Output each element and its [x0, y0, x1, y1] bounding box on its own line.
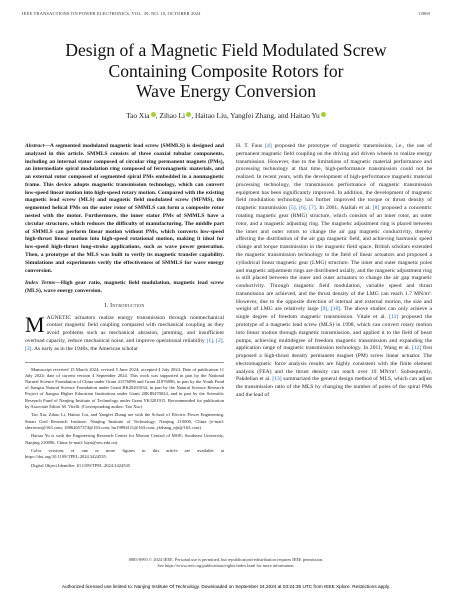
- body-text: proposed a concentric rotating magnetic gear (RMG) structure, which consists of an inner rotor, an outer rotor, and a magnetic adjusting ring. The magnetic adjustment ring is placed between the inner and outer rotors to change the air gap magnetic conductivity, thereby affecting the distribution of the air gap magnetic field, and achieving harmonic speed change and torque transmission in the magnetic field space. British scholars extended the magnetic transmission technology to the field of linear actuators and proposed a cylindrical linear magnetic gear (LMG) structure. The inner and outer magnetic poles and magnetic adjustment rings are distributed axially, and the magnetic adjustment ring is still placed between the inner and outer actuators to change the air gap magnetic conductivity. Through magnetic field modulation, variable speed and thrust transmission are achieved, and the thrust density of the LMG can reach 1.7 MN/m³. However, due to the opposite direction of internal and external motion, the size and weight of LMG are relatively large: [236, 205, 432, 313]
- citation-link[interactable]: [8]: [372, 205, 380, 212]
- author-text: Tao Xia: [126, 111, 150, 120]
- body-text: . In 2001, Atallah et al.: [315, 205, 373, 212]
- body-text: summarized the general design method of MLS, which can adjust the transmission ratio of the MLS by changing the number of poles of the spiral PMs and the lead of: [236, 376, 432, 398]
- copyright-line: See https://www.ieee.org/publications/rights/index.html for more information.: [157, 563, 295, 568]
- abstract-text: —A segmented modulated magnetic lead screw (SMMLS) is designed and analyzed in this article. SMMLS consists of three coaxial tubular components, including an internal stator composed of circular ring permanent magnets (PMs), an intermediate spiral modulation ring composed of ferromagnetic materials, and an external rotor composed of segmented spiral PMs embedded in a nonmagnetic frame. This device adopts magnetic transmission technology, which can convert low-speed linear motion into high-speed rotary motion. Compared with the existing magnetic lead screw (MLS) and magnetic field modulated screw (MFMS), the segmented helical PMs on the outer rotor of SMMLS can form a composite rotor nested with the motor. Furthermore, the inner stator PMs of SMMLS have a circular structure, which reduces the difficulty of manufacturing. The middle part of SMMLS can perform linear motion without PMs, which converts low-speed high-thrust linear motion into high-speed rotational motion, making it ideal for low-speed high-thrust long-stroke applications, such as wave power generation. Then, a prototype of the MLS was built to verify its magnetic transfer capability. Simulations and experiments verify the effectiveness of SMMLS for wave energy conversion.: [25, 143, 224, 274]
- license-footer: Authorized licensed use limited to: Nanjing Institute Of Technology. Downloaded on September 24,2024 at 03:24:35 UTC from IEEE Xplore. Restrictions apply.: [61, 584, 391, 589]
- author-text: , Zihao Li: [155, 111, 186, 120]
- index-terms-lead: Index Terms: [25, 280, 56, 287]
- citation-link[interactable]: [5], [6], [7]: [289, 205, 316, 212]
- abstract: [25, 143, 224, 275]
- citation-link[interactable]: [11]: [389, 314, 399, 321]
- index-terms-text: —High gear ratio, magnetic field modulation, magnetic lead screw (MLS), wave energy conversion.: [25, 280, 225, 295]
- paper-title: [40, 40, 412, 102]
- body-text: first proposed a high-thrust density permanent magnet (PM) screw linear actuator. The electromagnetic force analysis results are highly consistent with the finite element analysis (FEA) and the thrust density can reach over 10 MN/m³. Subsequently, Pakdelian et al.: [236, 345, 432, 383]
- body-text: proposed the prototype of a magnetic lead screw (MLS) in 1998, which can convert rotary motion into linear motion through magnetic transmission, and applied it to the field of heart pumps, achieving multidegree of freedom magnetic transmission and expanding the application range of magnetic transmission technology. In 2011, Wang et al.: [236, 314, 433, 352]
- author-text: , Haitao Liu, Yangfei Zhang, and Haitao Yu: [191, 111, 320, 120]
- copyright-notice: [40, 557, 412, 569]
- copyright-line: 0885-8993 © 2024 IEEE. Personal use is permitted, but republication/redistribution requires IEEE permission.: [128, 557, 324, 562]
- intro-text: . As early as in the 1940s, the American scholar: [31, 345, 138, 352]
- title-line: Wave Energy Conversion: [135, 81, 317, 101]
- right-column: [236, 143, 432, 400]
- body-text: H. T. Faus: [236, 143, 266, 149]
- footnote: Digital Object Identifier 10.1109/TPEL.2024.3424535: [31, 462, 131, 468]
- footnotes: [25, 362, 224, 470]
- intro-text: AGNETIC actuators realize energy transmission through nonmechanical contact magnetic field coupling compared with mechanical coupling as they avoid problems such as mechanical abrasion, jamming, and insufficient overload capacity, reduce mechanical noise, and improve operational reliability: [25, 314, 224, 344]
- orcid-icon[interactable]: [321, 112, 326, 117]
- abstract-lead: Abstract: [25, 143, 45, 149]
- footnote: Manuscript received 15 March 2024; revised 5 June 2024; accepted 4 July 2024. Date of publication 11 July 2024; date of current version 4 September 2024. This work was supported in part by the National Natural Science Foundation of China under Grant 41576096 and Grant 41876096, in part by the Youth Fund of Jiangsu Natural Science Foundation under Grant BK20201034, in part by the Natural Science Research Project of Jiangsu Higher Education Institutions under Grant 20KJB470024, and in part by the Scientific Research Fund of Nanjing Institute of Technology under Grant YKJ201915. Recommended for publication by Associate Editor M. Vitelli. (Corresponding author: Tao Xia.): [25, 366, 224, 409]
- footnote: Tao Xia, Zihao Li, Haitao Liu, and Yangfei Zhang are with the School of Electric Power Engineering, Smart Grid Research Institute, Nanjing Institute of Technology, Nanjing 210000, China (e-mail: shertown@163.com; 18862657374@163.com; lm19894111@163.com; yfzhang_njit@163.com).: [25, 412, 224, 430]
- journal-name: IEEE TRANSACTIONS ON POWER ELECTRONICS, VOL. 39, NO. 10, OCTOBER 2024: [22, 11, 201, 16]
- footnote: Haitao Yu is with the Engineering Research Center for Motion Control of MOE, Southeast University, Nanjing 210096, China (e-mail: htyu@seu.edu.cn).: [25, 433, 224, 445]
- citation-link[interactable]: [13]: [272, 376, 282, 383]
- page-number: 13869: [418, 11, 430, 16]
- citation-link[interactable]: [12]: [411, 345, 422, 352]
- citation-link[interactable]: [9], [10]: [320, 306, 341, 313]
- title-line: Design of a Magnetic Field Modulated Screw: [65, 40, 387, 60]
- citation-link[interactable]: [1], [2], [3]: [25, 337, 224, 352]
- body-paragraph: [236, 143, 432, 400]
- drop-cap: M: [25, 311, 45, 337]
- left-column: [25, 143, 224, 472]
- intro-paragraph: [25, 311, 224, 354]
- footnote: Color versions of one or more figures in this article are available at https://doi.org/10.1109/TPEL.2024.3424535.: [25, 448, 224, 460]
- author-list: [40, 111, 412, 120]
- section-heading: I. Introduction: [104, 302, 145, 309]
- running-head: [22, 11, 430, 19]
- title-line: Containing Composite Rotors for: [108, 60, 344, 81]
- citation-link[interactable]: [4]: [265, 143, 272, 149]
- body-text: . The above studies can only achieve a single degree of freedom magnetic transmission. Vitale et al.: [236, 306, 433, 321]
- body-text: proposed the prototype of magnetic transmission, i.e., the use of permanent magnetic field coupling on the driving and driven wheels to realize energy transmission. However, due to the limitations of magnetic material performance and processing technology at that time, high-performance transmission could not be realized. In recent years, with the development of high-performance magnetic material processing technology, the transmission performance of magnetic transmission equipment has been significantly improved. In addition, the development of magnetic field modulation technology has further improved the torque or thrust density of magnetic transmission: [236, 143, 432, 212]
- index-terms: [25, 280, 224, 296]
